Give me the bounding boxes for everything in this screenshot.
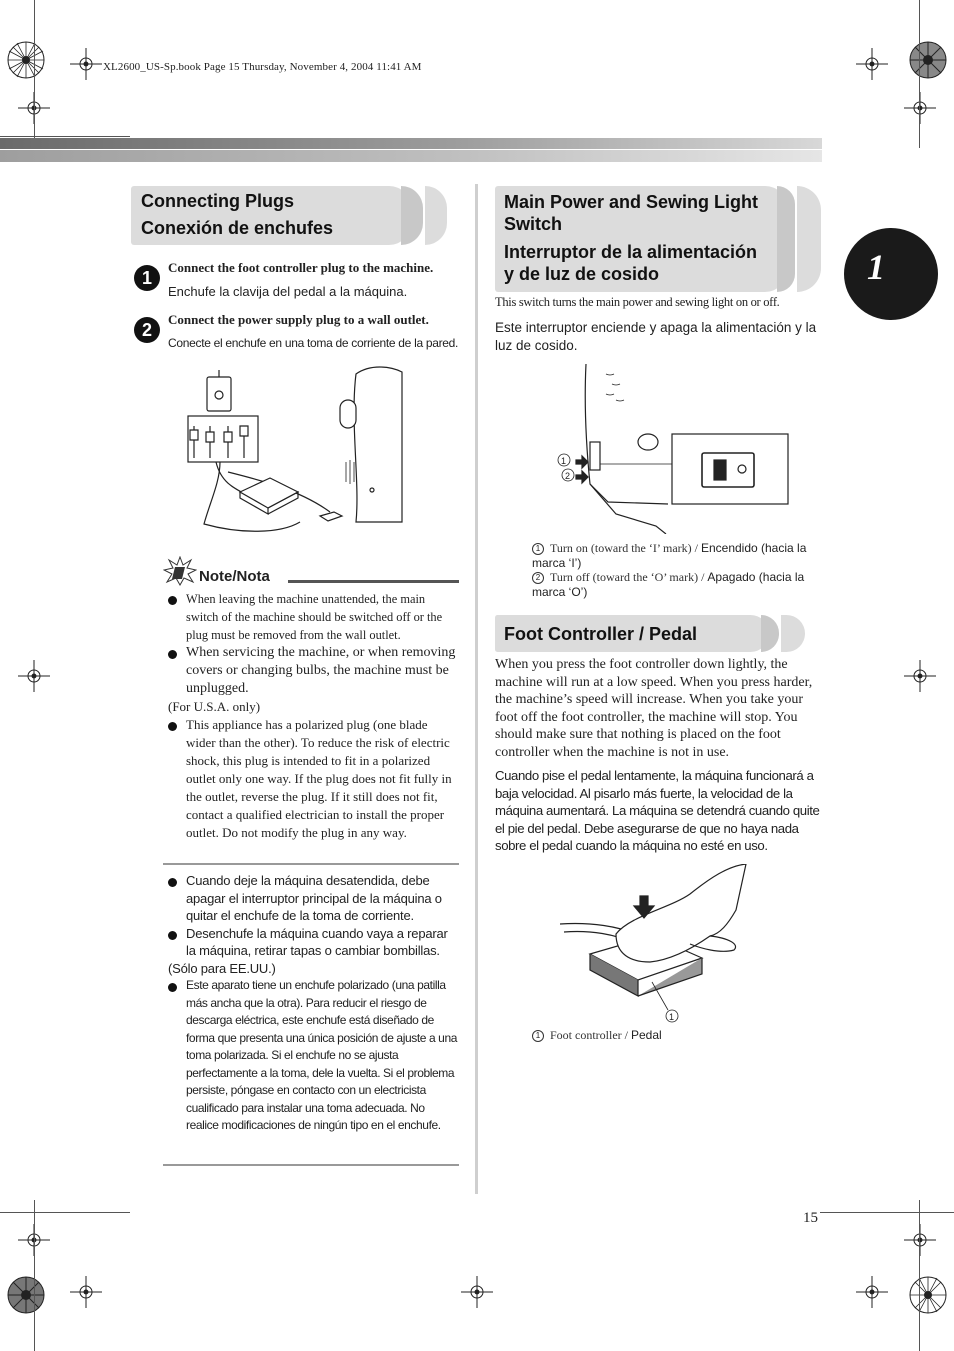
chapter-tab xyxy=(844,228,938,320)
svg-text:1: 1 xyxy=(561,456,567,466)
foot-text-en: When you press the foot controller down lightly, the machine will run at a low speed. When you press harder, the machine’s speed will increase. When you take your foot off the foot controller, the machine will stop. You should make sure that nothing is placed on the foot controller when the machine is not in use. xyxy=(495,657,813,760)
print-slug: XL2600_US-Sp.book Page 15 Thursday, November 4, 2004 11:41 AM xyxy=(103,61,422,73)
crop-registration-mark xyxy=(906,38,950,82)
switch-caption-1: 1 Turn on (toward the ‘I’ mark) / Encendido (hacia la marca ‘I’) xyxy=(532,541,807,570)
svg-text:1: 1 xyxy=(669,1012,675,1022)
section-heading-main-power xyxy=(495,186,787,292)
section-heading-foot-controller xyxy=(495,615,769,652)
trim-line xyxy=(0,136,130,137)
crosshair-mark xyxy=(70,48,102,80)
heading-es: Conexión de enchufes xyxy=(141,218,334,238)
power-text-es: Este interruptor enciende y apaga la alimentación y la luz de cosido. xyxy=(495,320,817,353)
foot-text-es: Cuando pise el pedal lentamente, la máquina funcionará a baja velocidad. Al pisarlo más fuerte, la velocidad de la máquina aumentará. La máquina se detendrá cuando quite el pie del pedal. Debe asegurarse de que no haya nada sobre el pedal cuando la máquina no esté en uso. xyxy=(495,768,820,854)
step-2-en: Connect the power supply plug to a wall outlet. xyxy=(168,312,429,327)
step-number: 2 xyxy=(134,317,160,343)
heading-es-line2: y de luz de cosido xyxy=(504,264,660,284)
plugs-illustration xyxy=(180,362,410,542)
note-title: Note/Nota xyxy=(199,568,270,585)
column-divider xyxy=(475,184,478,1194)
crosshair-mark xyxy=(904,1224,936,1256)
step-number: 1 xyxy=(134,265,160,291)
note-divider xyxy=(163,1164,459,1166)
note-item: Este aparato tiene un enchufe polarizado (una patilla más ancha que la otra). Para reducir el riesgo de descarga eléctrica, este enchufe está diseñado de forma que presenta una única posición de ajuste a una toma polarizada. Si el enchufe no se ajusta perfectamente a la toma, dele la vuelta. Si el problema persiste, póngase en contacto con un electricista cualificado para instalar una toma adecuada. No realice modificaciones de ningún tipo en el enchufe. xyxy=(165,977,459,1135)
note-list-en xyxy=(165,590,459,842)
crosshair-mark xyxy=(18,660,50,692)
crosshair-mark xyxy=(461,1276,493,1308)
section-heading-connecting-plugs xyxy=(131,186,411,245)
note-divider xyxy=(163,863,459,865)
header-gradient-bar xyxy=(0,138,822,162)
heading-es-line1: Interruptor de la alimentación xyxy=(504,242,758,262)
step-1-es: Enchufe la clavija del pedal a la máquina. xyxy=(168,284,408,299)
crosshair-mark xyxy=(904,660,936,692)
power-text-en: This switch turns the main power and sewing light on or off. xyxy=(495,295,780,309)
crop-registration-mark xyxy=(906,1273,950,1317)
page-number: 15 xyxy=(803,1210,818,1226)
heading-en-line1: Main Power and Sewing Light xyxy=(504,192,759,212)
svg-text:2: 2 xyxy=(565,471,571,481)
note-rule xyxy=(288,580,459,583)
note-item: Cuando deje la máquina desatendida, debe apagar el interruptor principal de la máquina o quitar el enchufe de la toma de corriente. xyxy=(165,872,459,925)
trim-line xyxy=(820,1212,954,1213)
trim-line xyxy=(919,1200,920,1351)
step-1-en: Connect the foot controller plug to the machine. xyxy=(168,260,434,275)
pedal-caption: 1 Foot controller / Pedal xyxy=(532,1028,822,1043)
foot-pedal-illustration xyxy=(560,864,760,1024)
switch-caption-2: 2 Turn off (toward the ‘O’ mark) / Apagado (hacia la marca ‘O’) xyxy=(532,570,805,599)
crosshair-mark xyxy=(856,1276,888,1308)
chapter-number: 1 xyxy=(867,247,885,287)
note-item: When servicing the machine, or when removing covers or changing bulbs, the machine must be unplugged. xyxy=(165,644,459,698)
note-item: (Sólo para EE.UU.) xyxy=(168,960,276,976)
note-item: This appliance has a polarized plug (one blade wider than the other). To reduce the risk of electric shock, this plug is intended to fit in a polarized outlet only one way. If the plug does not fit fully in the outlet, reverse the plug. If it still does not fit, contact a qualified electrician to install the proper outlet. Do not modify the plug in any way. xyxy=(165,716,459,842)
note-item: When leaving the machine unattended, the main switch of the machine should be switched off or the plug must be removed from the wall outlet. xyxy=(165,590,459,644)
crosshair-mark xyxy=(70,1276,102,1308)
trim-line xyxy=(34,0,35,148)
note-item: Desenchufe la máquina cuando vaya a reparar la máquina, retirar tapas o cambiar bombillas. xyxy=(165,925,459,960)
crosshair-mark xyxy=(856,48,888,80)
note-list-es xyxy=(165,872,459,1135)
trim-line xyxy=(0,1212,130,1213)
crop-registration-mark xyxy=(4,38,48,82)
trim-line xyxy=(919,0,920,148)
crop-registration-mark xyxy=(4,1273,48,1317)
heading-en-line2: Switch xyxy=(504,214,563,234)
trim-line xyxy=(34,1200,35,1351)
heading-en: Connecting Plugs xyxy=(141,191,294,211)
note-item: (For U.S.A. only) xyxy=(168,699,261,714)
crosshair-mark xyxy=(904,92,936,124)
heading-foot: Foot Controller / Pedal xyxy=(504,624,698,644)
step-2-es: Conecte el enchufe en una toma de corriente de la pared. xyxy=(168,336,459,350)
power-switch-illustration xyxy=(556,364,792,534)
note-icon xyxy=(163,556,197,586)
